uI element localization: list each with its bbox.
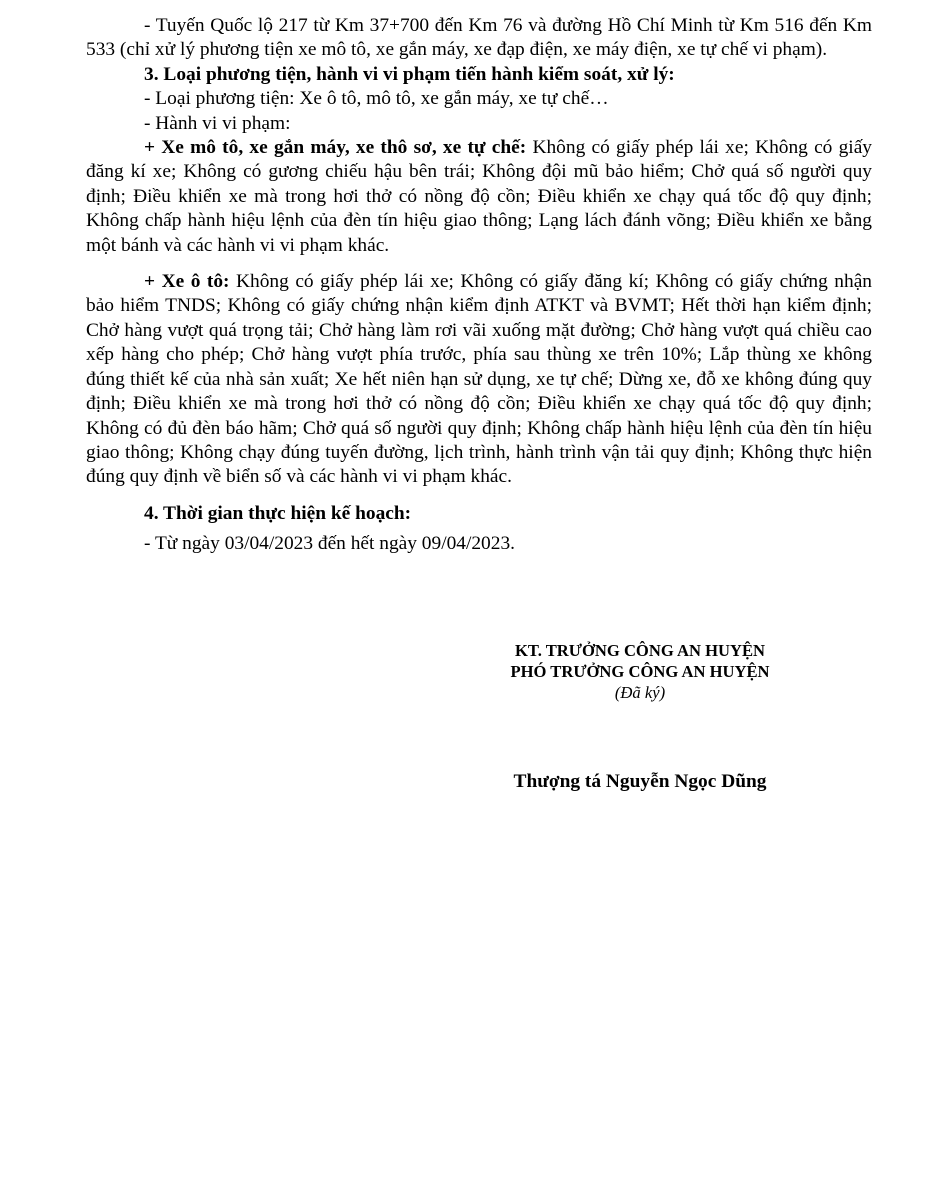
section-3-heading (86, 63, 872, 87)
document-body (86, 14, 872, 557)
section-3-title: 3. Loại phương tiện, hành vi vi phạm tiến hành kiểm soát, xử lý: (144, 63, 675, 85)
signature-block (478, 640, 802, 703)
car-label: + Xe ô tô: (144, 271, 230, 293)
signature-title-1: KT. TRƯỞNG CÔNG AN HUYỆN (515, 641, 765, 660)
moto-violations-text: Không có giấy phép lái xe; Không có giấy đăng kí xe; Không có gương chiếu hậu bên trái; Không đội mũ bảo hiểm; Chở quá số người quy định; Điều khiển xe mà trong hơi thở có nồng độ cồn; Điều khiển xe chạy quá tốc độ quy định; Không chấp hành hiệu lệnh của đèn tín hiệu giao thông; Lạng lách đánh võng; Điều khiển xe bằng một bánh và các hành vi vi phạm khác. (86, 137, 872, 256)
timeframe-line: - Từ ngày 03/04/2023 đến hết ngày 09/04/2023. (144, 533, 515, 555)
moto-label: + Xe mô tô, xe gắn máy, xe thô sơ, xe tự chế: (144, 137, 527, 159)
section-4-heading (86, 502, 872, 526)
signature-title-2: PHÓ TRƯỞNG CÔNG AN HUYỆN (510, 662, 770, 681)
section-4-title: 4. Thời gian thực hiện kế hoạch: (144, 502, 412, 524)
car-violations-paragraph (86, 270, 872, 490)
moto-violations-paragraph (86, 136, 872, 258)
signed-note: (Đã ký) (614, 683, 666, 702)
car-violations-text: Không có giấy phép lái xe; Không có giấy đăng kí; Không có giấy chứng nhận bảo hiểm TNDS; Không có giấy chứng nhận kiểm định ATKT và BVMT; Hết thời hạn kiểm định; Chở hàng vượt quá trọng tải; Chở hàng làm rơi vãi xuống mặt đường; Chở hàng vượt quá chiều cao xếp hàng cho phép; Chở hàng vượt phía trước, phía sau thùng xe trên 10%; Lắp thùng xe không đúng thiết kế của nhà sản xuất; Xe hết niên hạn sử dụng, xe tự chế; Dừng xe, đỗ xe không đúng quy định; Điều khiển xe mà trong hơi thở có nồng độ cồn; Điều khiển xe chạy quá tốc độ quy định; Không có đủ đèn báo hãm; Chở quá số người quy định; Không chấp hành hiệu lệnh của đèn tín hiệu giao thông; Không chạy đúng tuyến đường, lịch trình, hành trình vận tải quy định; Không thực hiện đúng quy định về biển số và các hành vi vi phạm khác. (86, 271, 872, 488)
vehicle-types-line: - Loại phương tiện: Xe ô tô, mô tô, xe gắn máy, xe tự chế… (144, 88, 609, 110)
signer-name: Thượng tá Nguyễn Ngọc Dũng (513, 771, 767, 792)
violations-label: - Hành vi vi phạm: (144, 112, 291, 134)
route-paragraph: - Tuyến Quốc lộ 217 từ Km 37+700 đến Km 76 và đường Hồ Chí Minh từ Km 516 đến Km 533 (chỉ xử lý phương tiện xe mô tô, xe gắn máy, xe đạp điện, xe máy điện, xe tự chế vi phạm). (86, 15, 872, 61)
